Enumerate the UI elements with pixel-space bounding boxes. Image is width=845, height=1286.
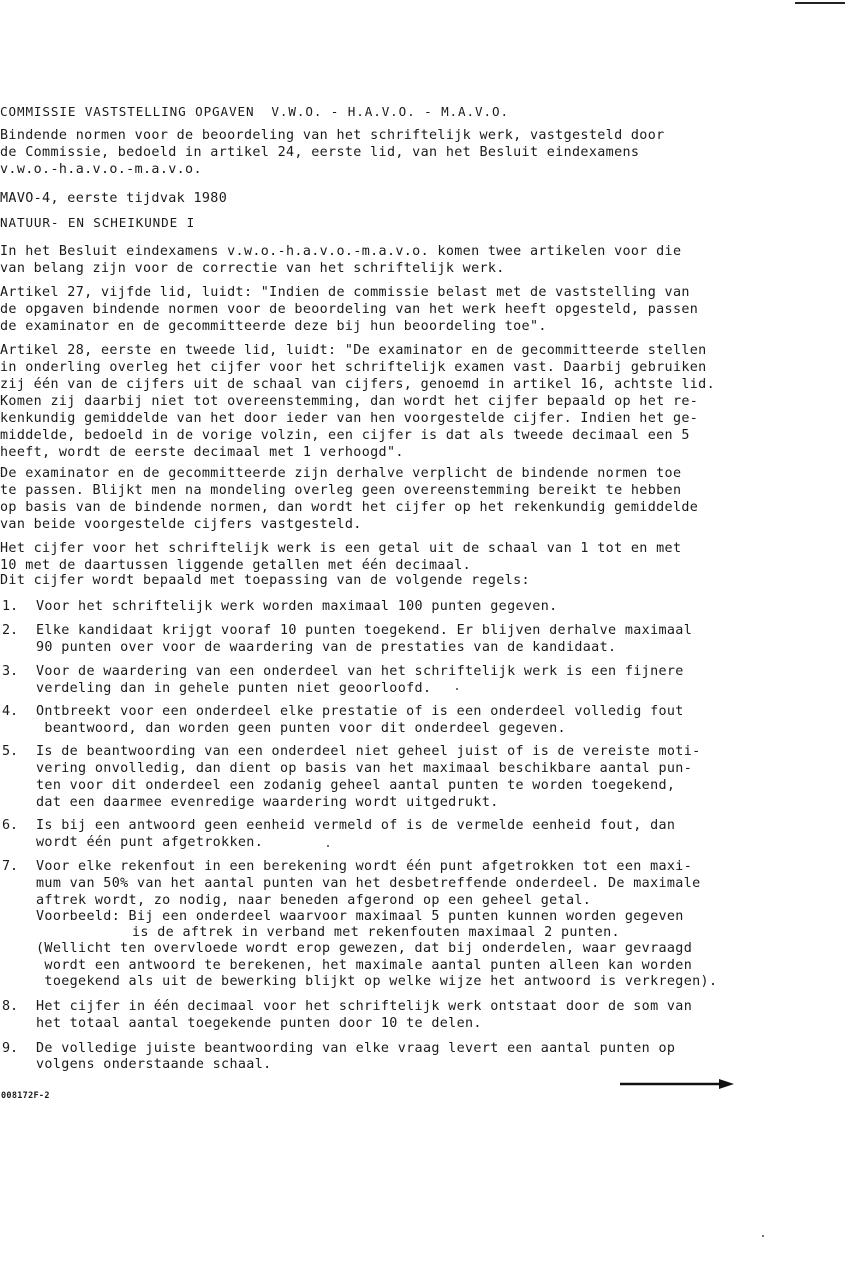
rule-line: De volledige juiste beantwoording van elke vraag levert een aantal punten op	[36, 1041, 676, 1056]
paragraph-line: Komen zij daarbij niet tot overeenstemming, dan wordt het cijfer bepaald op het re-	[0, 394, 699, 409]
paragraph-line: de examinator en de gecommitteerde deze bij hun beoordeling toe".	[0, 319, 547, 334]
paragraph-line: De examinator en de gecommitteerde zijn derhalve verplicht de bindende normen toe	[0, 466, 682, 481]
rule-line: wordt één punt afgetrokken.	[36, 835, 264, 850]
rule-number: 2.	[2, 623, 19, 638]
rule-line: Is de beantwoording van een onderdeel niet geheel juist of is de vereiste moti-	[36, 744, 701, 759]
paragraph-line: van belang zijn voor de correctie van het schriftelijk werk.	[0, 261, 505, 276]
commission-heading: COMMISSIE VASTSTELLING OPGAVEN V.W.O. - H.A.V.O. - M.A.V.O.	[0, 104, 509, 119]
rule-line: mum van 50% van het aantal punten van het desbetreffende onderdeel. De maximale	[36, 876, 701, 891]
rule-line: Voor de waardering van een onderdeel van het schriftelijk werk is een fijnere	[36, 664, 684, 679]
right-arrow-icon	[620, 1076, 735, 1090]
rule-number: 8.	[2, 999, 19, 1014]
rule-number: 6.	[2, 818, 19, 833]
top-edge-line	[795, 2, 845, 4]
rule-line: Het cijfer in één decimaal voor het schriftelijk werk ontstaat door de som van	[36, 999, 693, 1014]
intro-line: de Commissie, bedoeld in artikel 24, eerste lid, van het Besluit eindexamens	[0, 145, 640, 160]
paragraph-line: 10 met de daartussen liggende getallen met één decimaal.	[0, 558, 472, 573]
intro-line: v.w.o.-h.a.v.o.-m.a.v.o.	[0, 162, 202, 177]
rule-line: 90 punten over voor de waardering van de prestaties van de kandidaat.	[36, 640, 617, 655]
scan-speck	[327, 845, 329, 847]
rule-number: 9.	[2, 1041, 19, 1056]
rule-number: 1.	[2, 599, 19, 614]
scan-speck	[762, 1235, 764, 1237]
document-code: 008172F-2	[1, 1091, 50, 1101]
paragraph-line: Artikel 28, eerste en tweede lid, luidt: "De examinator en de gecommitteerde stellen	[0, 343, 707, 358]
paragraph-line: kenkundig gemiddelde van het door ieder van hen voorgestelde cijfer. Indien het ge-	[0, 411, 699, 426]
rule-line: vering onvolledig, dan dient op basis van het maximaal beschikbare aantal pun-	[36, 761, 693, 776]
paragraph-line: te passen. Blijkt men na mondeling overleg geen overeenstemming bereikt te hebben	[0, 483, 682, 498]
rule-line: Elke kandidaat krijgt vooraf 10 punten toegekend. Er blijven derhalve maximaal	[36, 623, 693, 638]
paragraph-line: Dit cijfer wordt bepaald met toepassing van de volgende regels:	[0, 573, 530, 588]
scan-speck	[456, 688, 458, 690]
rule-line: Voor elke rekenfout in een berekening wordt één punt afgetrokken tot een maxi-	[36, 859, 693, 874]
rule-line: Ontbreekt voor een onderdeel elke prestatie of is een onderdeel volledig fout	[36, 704, 684, 719]
intro-line: Bindende normen voor de beoordeling van het schriftelijk werk, vastgesteld door	[0, 128, 665, 143]
paragraph-line: op basis van de bindende normen, dan wordt het cijfer op het rekenkundig gemiddelde	[0, 500, 699, 515]
exam-title: MAVO-4, eerste tijdvak 1980	[0, 191, 228, 206]
subject-title: NATUUR- EN SCHEIKUNDE I	[0, 215, 196, 230]
note-line: (Wellicht ten overvloede wordt erop gewezen, dat bij onderdelen, waar gevraagd	[36, 941, 693, 956]
rule-line: ten voor dit onderdeel een zodanig geheel aantal punten te worden toegekend,	[36, 778, 676, 793]
note-line: toegekend als uit de bewerking blijkt op welke wijze het antwoord is verkregen).	[36, 974, 718, 989]
rule-line: verdeling dan in gehele punten niet geoorloofd.	[36, 681, 432, 696]
rule-number: 3.	[2, 664, 19, 679]
paragraph-line: middelde, bedoeld in de vorige volzin, een cijfer is dat als tweede decimaal een 5	[0, 428, 690, 443]
rule-line: beantwoord, dan worden geen punten voor dit onderdeel gegeven.	[36, 721, 566, 736]
paragraph-line: van beide voorgestelde cijfers vastgesteld.	[0, 517, 362, 532]
rule-line: Is bij een antwoord geen eenheid vermeld of is de vermelde eenheid fout, dan	[36, 818, 676, 833]
rule-line: Voorbeeld: Bij een onderdeel waarvoor maximaal 5 punten kunnen worden gegeven	[36, 909, 684, 924]
paragraph-line: heeft, wordt de eerste decimaal met 1 verhoogd".	[0, 445, 404, 460]
paragraph-line: Het cijfer voor het schriftelijk werk is een getal uit de schaal van 1 tot en met	[0, 541, 682, 556]
rule-line: het totaal aantal toegekende punten door 10 te delen.	[36, 1016, 482, 1031]
rule-number: 7.	[2, 859, 19, 874]
rule-line: volgens onderstaande schaal.	[36, 1057, 272, 1072]
paragraph-line: de opgaven bindende normen voor de beoordeling van het werk heeft opgesteld, passen	[0, 302, 699, 317]
rule-line: dat een daarmee evenredige waardering wordt uitgedrukt.	[36, 795, 499, 810]
rule-number: 4.	[2, 704, 19, 719]
paragraph-line: In het Besluit eindexamens v.w.o.-h.a.v.o.-m.a.v.o. komen twee artikelen voor die	[0, 244, 682, 259]
rule-line: Voor het schriftelijk werk worden maximaal 100 punten gegeven.	[36, 599, 558, 614]
note-line: wordt een antwoord te berekenen, het maximale aantal punten alleen kan worden	[36, 958, 693, 973]
paragraph-line: in onderling overleg het cijfer voor het schriftelijk examen vast. Daarbij gebruiken	[0, 360, 707, 375]
rule-line: aftrek wordt, zo nodig, naar beneden afgerond op een geheel getal.	[36, 893, 592, 908]
rule-number: 5.	[2, 744, 19, 759]
paragraph-line: zij één van de cijfers uit de schaal van cijfers, genoemd in artikel 16, achtste lid.	[0, 377, 716, 392]
paragraph-line: Artikel 27, vijfde lid, luidt: "Indien de commissie belast met de vaststelling van	[0, 285, 690, 300]
example-continuation: is de aftrek in verband met rekenfouten maximaal 2 punten.	[132, 925, 620, 940]
